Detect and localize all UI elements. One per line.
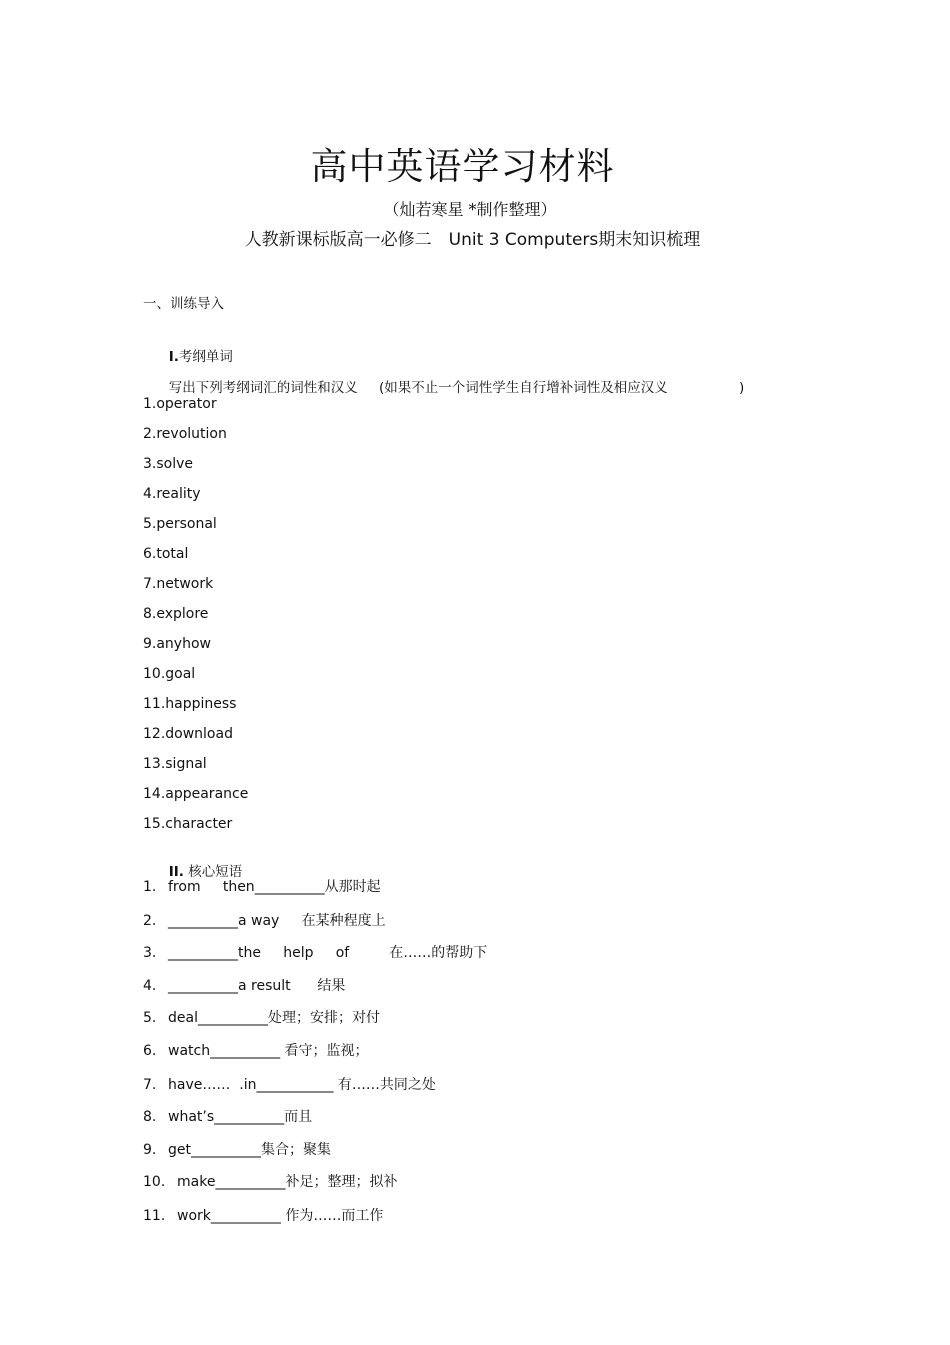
- vocab-instruction: [143, 361, 763, 415]
- phrase-text: work__________ 作为……而工作: [177, 1208, 384, 1224]
- phrases-heading-roman: II.: [168, 864, 184, 880]
- phrase-item: [143, 1042, 369, 1060]
- phrase-number: 5.: [143, 1010, 157, 1026]
- phrase-text: watch__________ 看守；监视；: [168, 1043, 369, 1059]
- phrase-number: 4.: [143, 978, 157, 994]
- phrase-number: 10.: [143, 1174, 166, 1190]
- phrase-item: [143, 1009, 380, 1027]
- phrase-number: 6.: [143, 1043, 157, 1059]
- phrase-text: get__________集合；聚集: [168, 1142, 331, 1158]
- phrase-number: 3.: [143, 945, 157, 961]
- vocab-item: 10.goal: [143, 666, 196, 682]
- vocab-item: 13.signal: [143, 756, 207, 772]
- instruction-paren: (如果不止一个词性学生自行增补词性及相应汉义: [379, 380, 668, 396]
- phrase-number: 11.: [143, 1208, 166, 1224]
- vocab-item: 12.download: [143, 726, 233, 742]
- vocab-item: 2.revolution: [143, 426, 227, 442]
- instruction-main: 写出下列考纲词汇的词性和汉义: [168, 380, 358, 396]
- phrase-text: __________the help of 在……的帮助下: [168, 945, 488, 961]
- vocab-item: 1.operator: [143, 396, 217, 412]
- vocab-item: 6.total: [143, 546, 189, 562]
- phrase-item: [143, 1076, 436, 1094]
- vocab-item: 11.happiness: [143, 696, 237, 712]
- phrase-item: [143, 1108, 312, 1126]
- vocab-item: 8.explore: [143, 606, 209, 622]
- vocab-item: 14.appearance: [143, 786, 249, 802]
- phrase-number: 7.: [143, 1077, 157, 1093]
- phrase-text: __________a way 在某种程度上: [168, 913, 386, 929]
- section-one-label: 一、训练导入: [143, 296, 224, 312]
- phrase-number: 2.: [143, 913, 157, 929]
- phrase-item: [143, 1173, 397, 1191]
- vocab-item: 5.personal: [143, 516, 217, 532]
- phrase-number: 8.: [143, 1109, 157, 1125]
- vocab-heading-text: 考纲单词: [178, 349, 233, 365]
- vocab-item: 3.solve: [143, 456, 194, 472]
- phrase-item: [143, 1207, 383, 1225]
- vocab-item: 9.anyhow: [143, 636, 211, 652]
- document-title: 高中英语学习材料: [310, 145, 615, 188]
- phrase-text: what’s__________而且: [168, 1109, 313, 1125]
- vocab-item: 15.character: [143, 816, 233, 832]
- phrase-text: make__________补足；整理；拟补: [177, 1174, 398, 1190]
- phrase-text: deal__________处理；安排；对付: [168, 1010, 380, 1026]
- phrase-item: [143, 977, 345, 995]
- vocab-item: 4.reality: [143, 486, 201, 502]
- phrase-number: 1.: [143, 879, 157, 895]
- vocab-item: 7.network: [143, 576, 214, 592]
- phrase-text: from then__________从那时起: [168, 879, 381, 895]
- document-subtitle: （灿若寒星 *制作整理）: [383, 200, 557, 219]
- phrase-text: __________a result 结果: [168, 978, 346, 994]
- phrase-text: have…… .in___________ 有……共同之处: [168, 1077, 436, 1093]
- document-heading: 人教新课标版高一必修二 Unit 3 Computers期末知识梳理: [244, 230, 701, 250]
- phrases-heading-text: 核心短语: [188, 864, 243, 880]
- phrase-number: 9.: [143, 1142, 157, 1158]
- phrase-item: [143, 912, 386, 930]
- vocab-heading-roman: I.: [168, 349, 179, 365]
- instruction-close: ): [739, 380, 745, 396]
- phrase-item: [143, 944, 487, 962]
- phrase-item: [143, 878, 381, 896]
- phrase-item: [143, 1141, 331, 1159]
